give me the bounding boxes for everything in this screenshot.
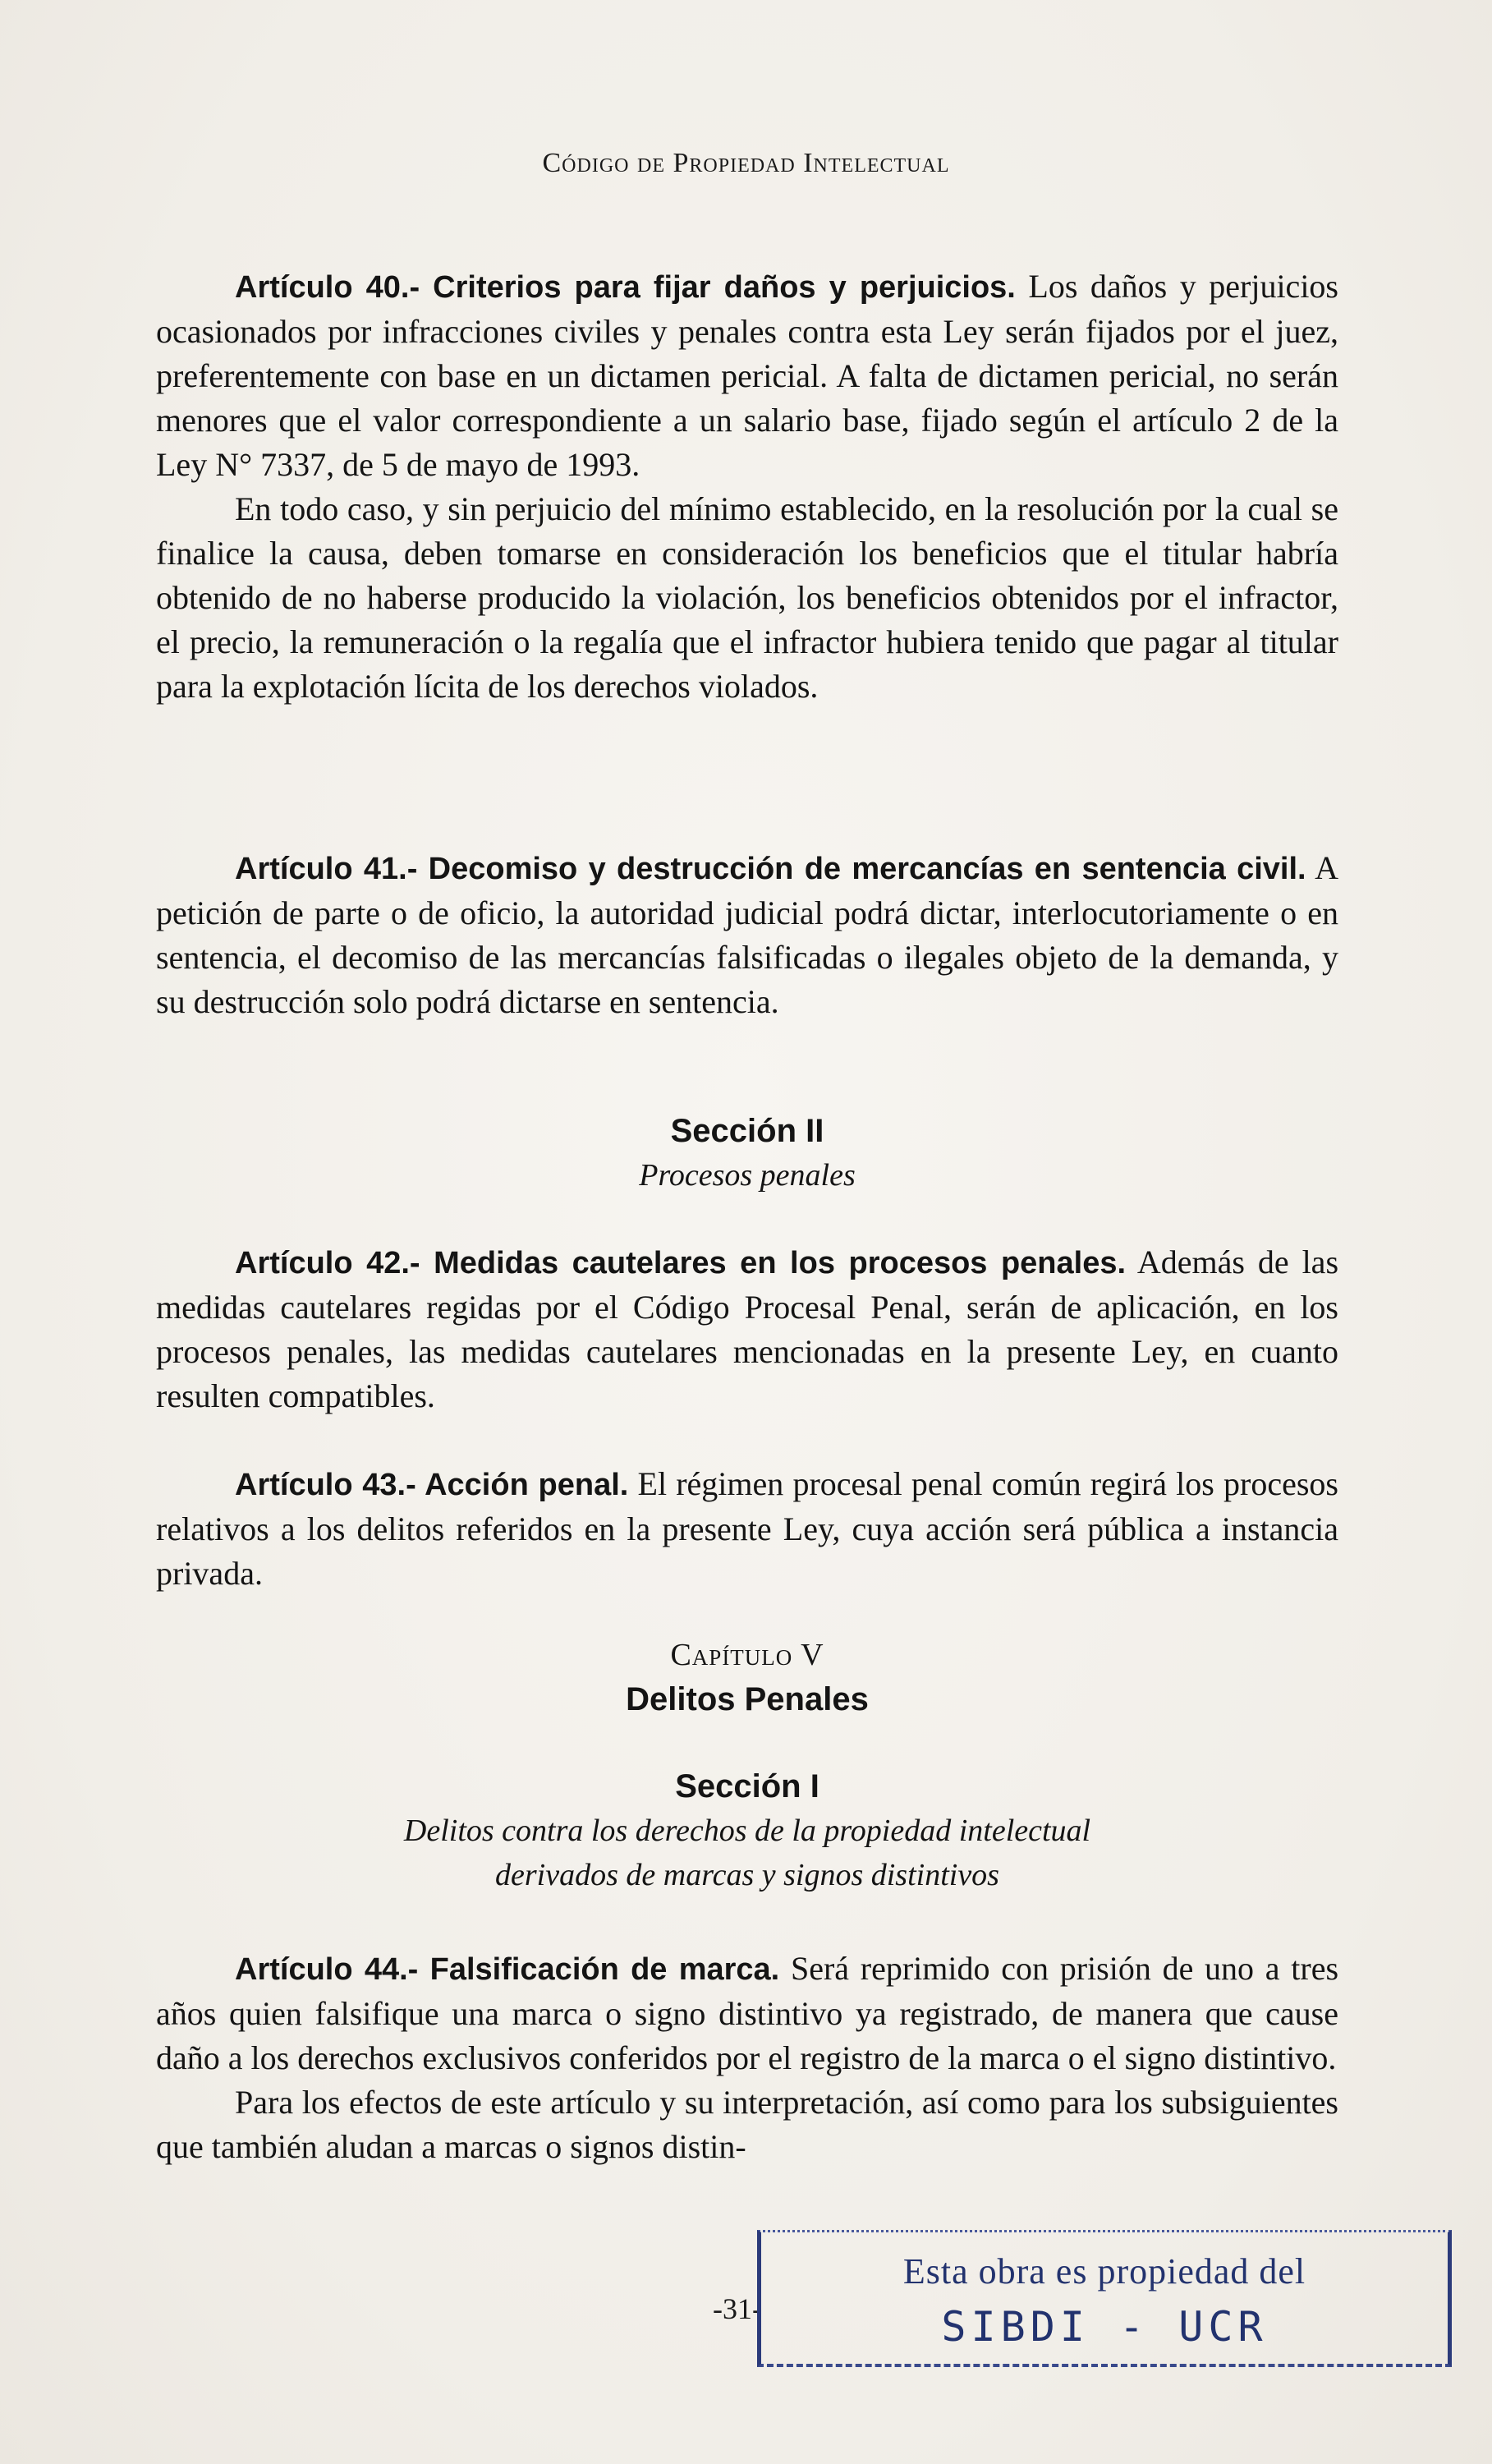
section-1-title: Sección I (675, 1768, 819, 1804)
section-1-heading (156, 1764, 1338, 1897)
running-head: Código de Propiedad Intelectual (542, 148, 950, 178)
article-43-title: Artículo 43.- Acción penal. (235, 1468, 629, 1502)
section-2-title: Sección II (670, 1113, 824, 1149)
section-2-heading (156, 1109, 1338, 1198)
article-42 (156, 1240, 1338, 1418)
article-40 (156, 264, 1338, 709)
article-41 (156, 846, 1338, 1024)
article-43 (156, 1462, 1338, 1596)
stamp-line-2: SIBDI - UCR (941, 2303, 1268, 2351)
article-40-paragraph-2: En todo caso, y sin perjuicio del mínimo establecido, en la resolución por la cual se finalice la causa, deben tomarse en consideración los beneficios que el titular habría obtenido de no haberse producido la violación, los beneficios obtenidos por el infractor, el precio, la remuneración o la regalía que el infractor hubiera tenido que pagar al titular para la explotación lícita de los derechos violados. (156, 490, 1338, 705)
article-42-title: Artículo 42.- Medidas cautelares en los procesos penales. (235, 1246, 1127, 1280)
article-44-paragraph-2: Para los efectos de este artículo y su interpretación, así como para los subsiguientes que también aludan a marcas o signos distin- (156, 2084, 1338, 2165)
chapter-5-title: Delitos Penales (626, 1681, 869, 1717)
article-41-text-1: A petición de parte o de oficio, la autoridad judicial podrá dictar, interlocutoriamente o en sentencia, el decomiso de las mercancías falsificadas o ilegales objeto de la demanda, y su destrucción solo podrá dictarse en sentencia. (156, 849, 1339, 1020)
page-number: -31- (713, 2292, 762, 2325)
article-40-paragraph-1 (156, 264, 1338, 487)
article-43-text-1: El régimen procesal penal común regirá los procesos relativos a los delitos referidos en la presente Ley, cuya acción será pública a instancia privada. (156, 1465, 1338, 1592)
library-stamp (757, 2230, 1452, 2367)
article-41-paragraph-1 (156, 846, 1338, 1024)
article-42-text-1: Además de las medidas cautelares regidas por el Código Procesal Penal, serán de aplicación, en los procesos penales, las medidas cautelares mencionadas en la presente Ley, en cuanto resulten compatibles. (156, 1243, 1339, 1414)
article-40-text-1: Los daños y perjuicios ocasionados por infracciones civiles y penales contra esta Ley serán fijados por el juez, preferentemente con base en un dictamen pericial. A falta de dictamen pericial, no serán menores que el valor correspondiente a un salario base, fijado según el artículo 2 de la Ley N° 7337, de 5 de mayo de 1993. (156, 268, 1338, 483)
article-41-title: Artículo 41.- Decomiso y destrucción de mercancías en sentencia civil. (235, 852, 1306, 886)
article-43-paragraph-1 (156, 1462, 1338, 1596)
article-44-text-1: Será reprimido con prisión de uno a tres años quien falsifique una marca o signo distintivo ya registrado, de manera que cause daño a los derechos exclusivos conferidos por el registro de la marca o el signo distintivo. (156, 1950, 1339, 2076)
article-44 (156, 1947, 1338, 2169)
section-1-subtitle-line-1: Delitos contra los derechos de la propiedad intelectual (403, 1814, 1091, 1848)
article-42-paragraph-1 (156, 1240, 1338, 1418)
article-44-paragraph-1 (156, 1947, 1338, 2080)
chapter-5-heading (156, 1633, 1338, 1722)
article-44-title: Artículo 44.- Falsificación de marca. (235, 1952, 780, 1987)
section-2-subtitle: Procesos penales (639, 1158, 856, 1193)
chapter-5-label: Capítulo V (670, 1638, 824, 1672)
stamp-line-1: Esta obra es propiedad del (902, 2251, 1306, 2292)
section-1-subtitle-line-2: derivados de marcas y signos distintivos (495, 1858, 999, 1892)
article-40-title: Artículo 40.- Criterios para fijar daños y perjuicios. (235, 270, 1016, 305)
